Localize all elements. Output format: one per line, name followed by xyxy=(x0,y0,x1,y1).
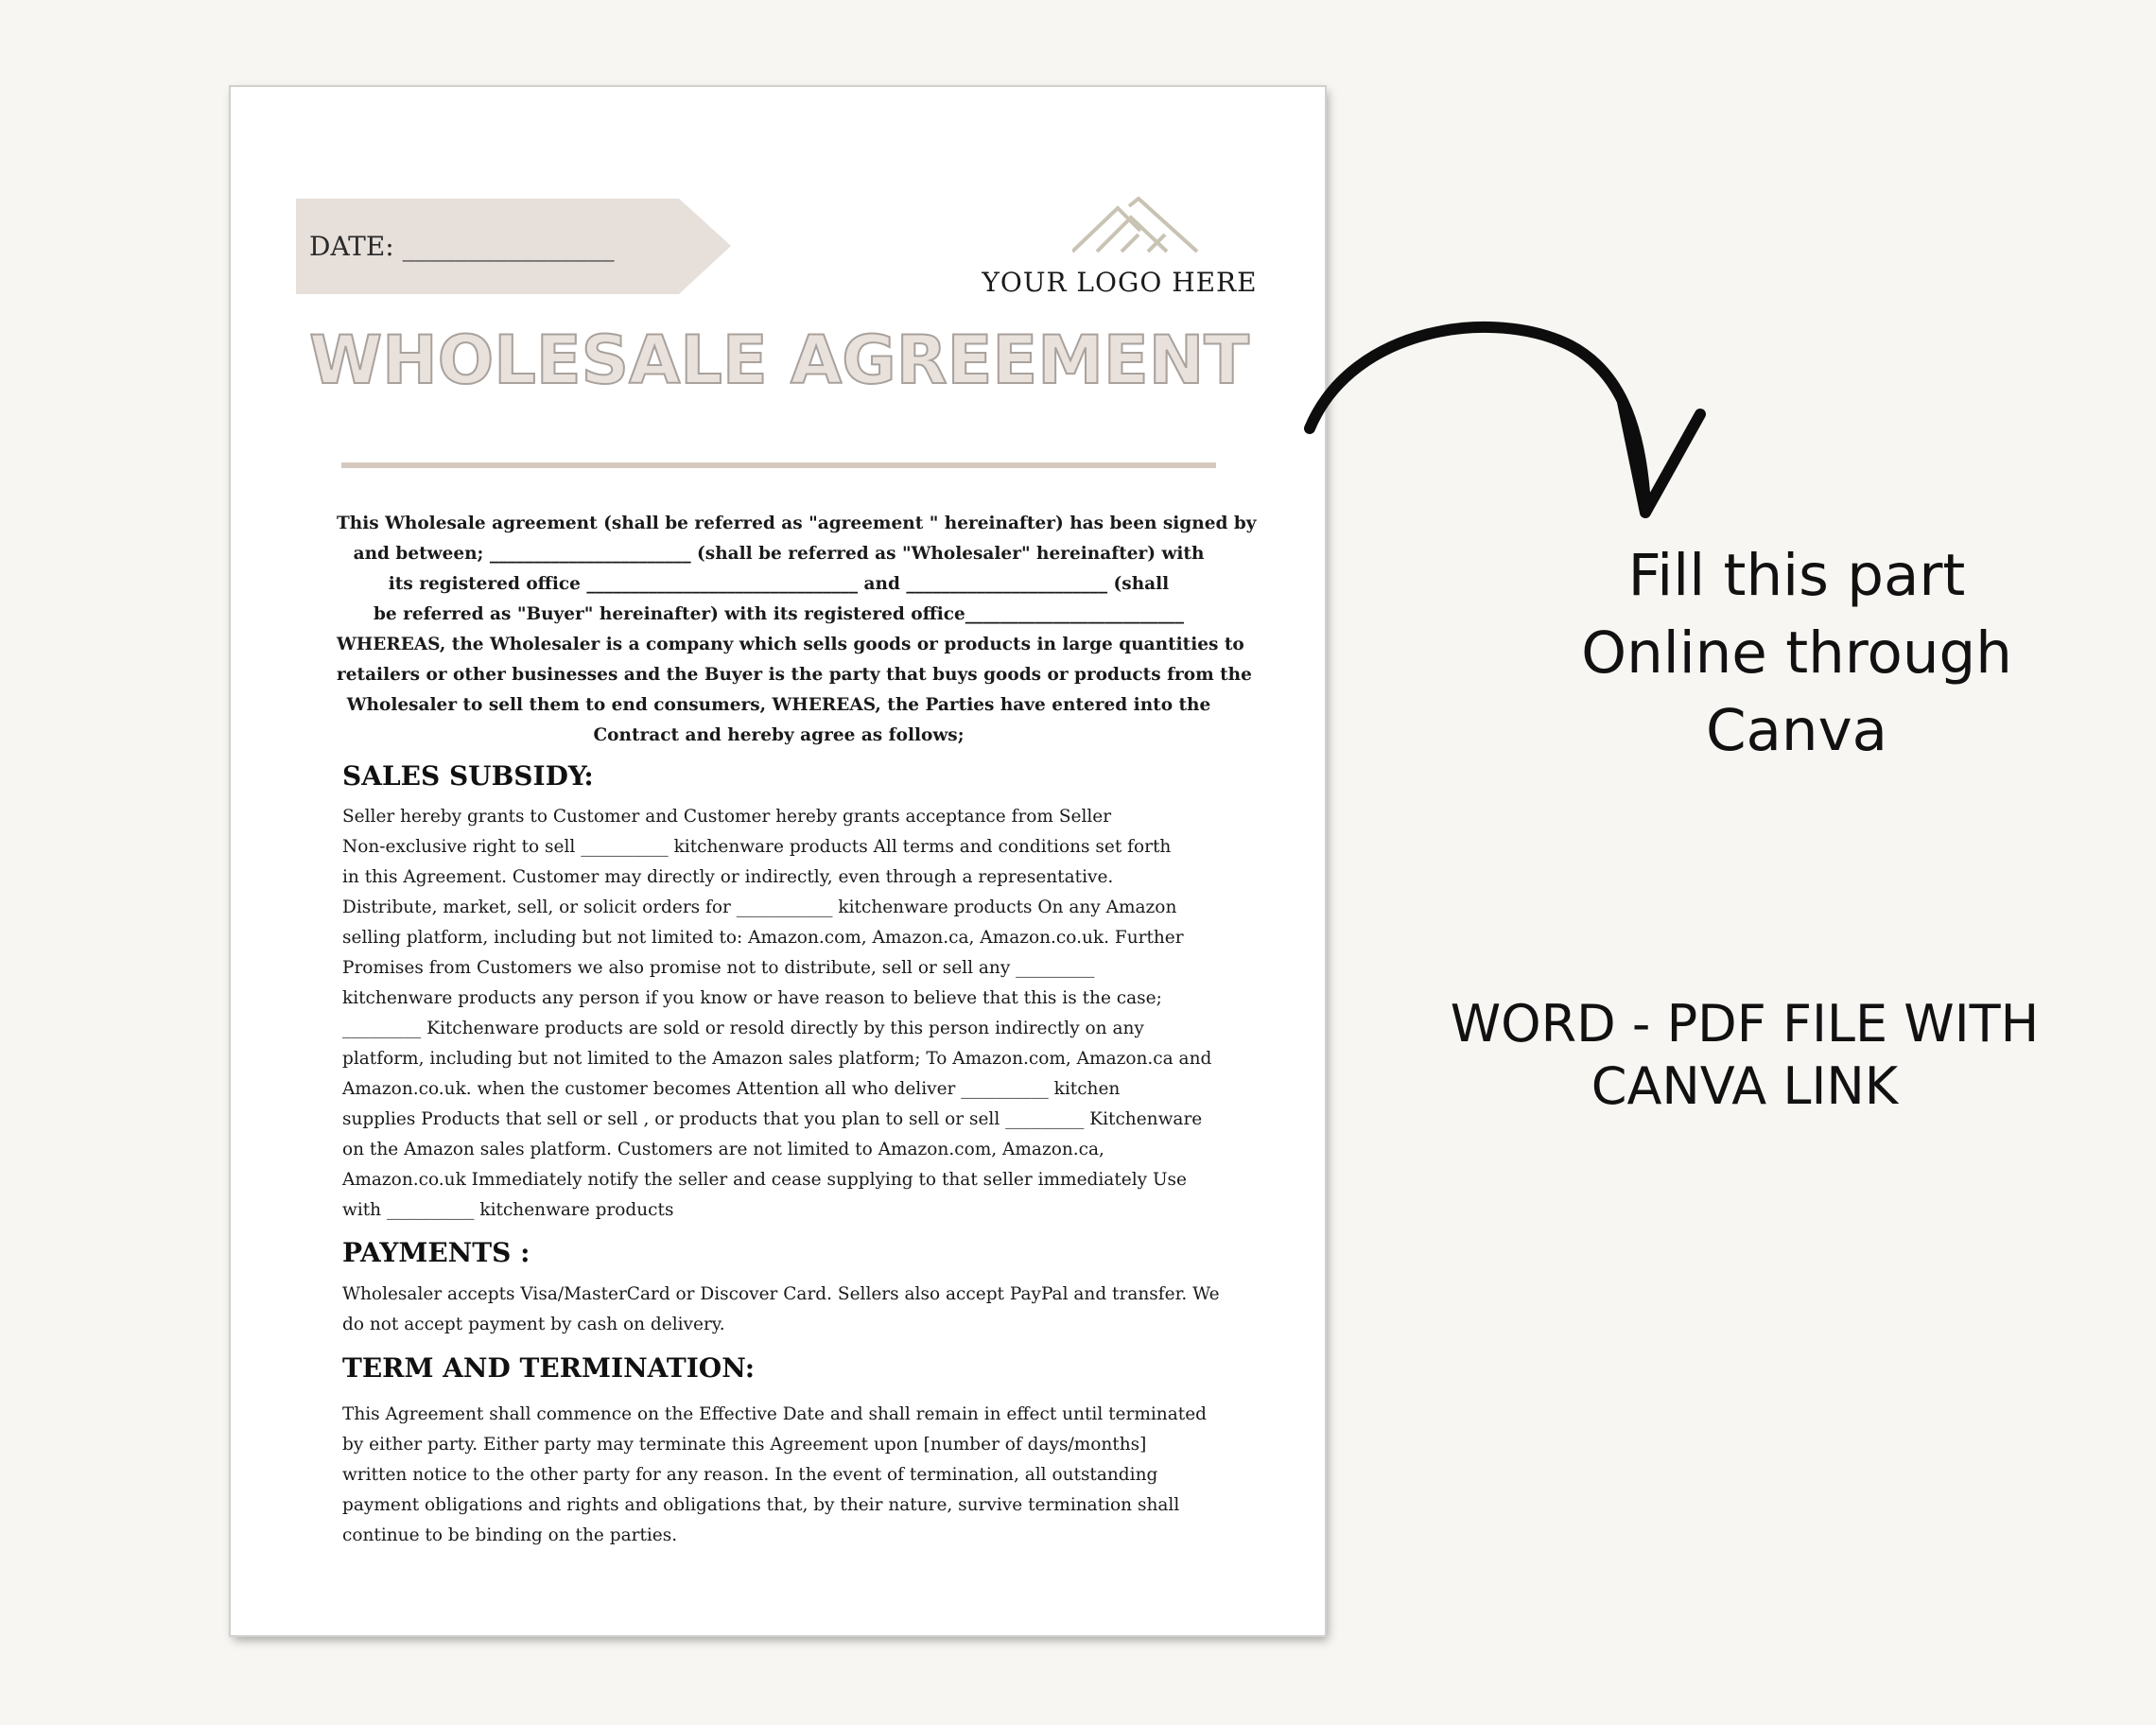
body-line: payment obligations and rights and obligations that, by their nature, survive termination shall xyxy=(342,1495,1180,1515)
body-line: with __________ kitchenware products xyxy=(342,1200,674,1220)
title-divider xyxy=(341,462,1216,468)
payments-heading: PAYMENTS : xyxy=(342,1237,530,1268)
intro-line: Wholesaler to sell them to end consumers, WHEREAS, the Parties have entered into the xyxy=(346,695,1211,715)
body-line: Promises from Customers we also promise not to distribute, sell or sell any _________ xyxy=(342,958,1095,978)
sales-subsidy-body xyxy=(342,802,1226,1226)
canva-callout xyxy=(1485,537,2109,770)
intro-line: and between; _______________________ (shall be referred as "Wholesaler" hereinafter) with xyxy=(353,544,1205,564)
body-line: Wholesaler accepts Visa/MasterCard or Discover Card. Sellers also accept PayPal and transfer. We xyxy=(342,1284,1220,1304)
filetype-line: CANVA LINK xyxy=(1591,1056,1899,1116)
body-line: kitchenware products any person if you know or have reason to believe that this is the case; xyxy=(342,988,1162,1008)
curved-arrow-icon xyxy=(1295,317,1768,534)
intro-line: its registered office _______________________________ and _______________________ (shall xyxy=(388,574,1170,594)
body-line: selling platform, including but not limited to: Amazon.com, Amazon.ca, Amazon.co.uk. Further xyxy=(342,928,1184,948)
mountain-peaks-icon xyxy=(1072,197,1205,253)
body-line: Distribute, market, sell, or solicit orders for ___________ kitchenware products On any Amazon xyxy=(342,897,1177,917)
body-line: Amazon.co.uk. when the customer becomes Attention all who deliver __________ kitchen xyxy=(342,1079,1121,1099)
body-line: _________ Kitchenware products are sold or resold directly by this person indirectly on any xyxy=(342,1019,1144,1038)
body-line: continue to be binding on the parties. xyxy=(342,1525,678,1545)
body-line: Non-exclusive right to sell __________ kitchenware products All terms and conditions set forth xyxy=(342,837,1172,857)
callout-line: Online through xyxy=(1581,619,2012,687)
term-termination-body xyxy=(342,1400,1226,1551)
body-line: supplies Products that sell or sell , or products that you plan to sell or sell _________ Kitchenware xyxy=(342,1109,1203,1129)
intro-line: retailers or other businesses and the Buyer is the party that buys goods or products from the xyxy=(337,665,1252,685)
sales-subsidy-heading: SALES SUBSIDY: xyxy=(342,760,594,792)
body-line: platform, including but not limited to the Amazon sales platform; To Amazon.com, Amazon.ca and xyxy=(342,1049,1212,1069)
body-line: written notice to the other party for any reason. In the event of termination, all outstanding xyxy=(342,1465,1158,1485)
filetype-line: WORD - PDF FILE WITH xyxy=(1450,994,2040,1054)
date-field[interactable]: DATE: ________________ xyxy=(309,231,615,262)
intro-line: This Wholesale agreement (shall be referred as "agreement " hereinafter) has been signed by xyxy=(337,514,1257,533)
document-page xyxy=(231,87,1325,1635)
body-line: in this Agreement. Customer may directly or indirectly, even through a representative. xyxy=(342,867,1114,887)
callout-line: Fill this part xyxy=(1627,542,1966,609)
body-line: by either party. Either party may terminate this Agreement upon [number of days/months] xyxy=(342,1435,1147,1455)
body-line: This Agreement shall commence on the Effective Date and shall remain in effect until terminated xyxy=(342,1404,1207,1424)
body-line: Amazon.co.uk Immediately notify the seller and cease supplying to that seller immediately Use xyxy=(342,1170,1187,1190)
intro-paragraph xyxy=(337,509,1257,751)
date-banner xyxy=(296,199,731,294)
document-title: WHOLESALE AGREEMENT xyxy=(308,322,1250,399)
logo-placeholder-text: YOUR LOGO HERE xyxy=(982,267,1258,298)
body-line: Seller hereby grants to Customer and Customer hereby grants acceptance from Seller xyxy=(342,807,1112,827)
intro-line: be referred as "Buyer" hereinafter) with its registered office_________________________ xyxy=(373,604,1185,624)
body-line: on the Amazon sales platform. Customers are not limited to Amazon.com, Amazon.ca, xyxy=(342,1140,1104,1159)
payments-body xyxy=(342,1280,1226,1340)
intro-line: WHEREAS, the Wholesaler is a company which sells goods or products in large quantities to xyxy=(337,635,1244,654)
term-termination-heading: TERM AND TERMINATION: xyxy=(342,1352,756,1384)
callout-line: Canva xyxy=(1705,697,1888,764)
file-format-note xyxy=(1418,993,2071,1118)
intro-line: Contract and hereby agree as follows; xyxy=(593,725,965,745)
body-line: do not accept payment by cash on delivery. xyxy=(342,1315,725,1334)
